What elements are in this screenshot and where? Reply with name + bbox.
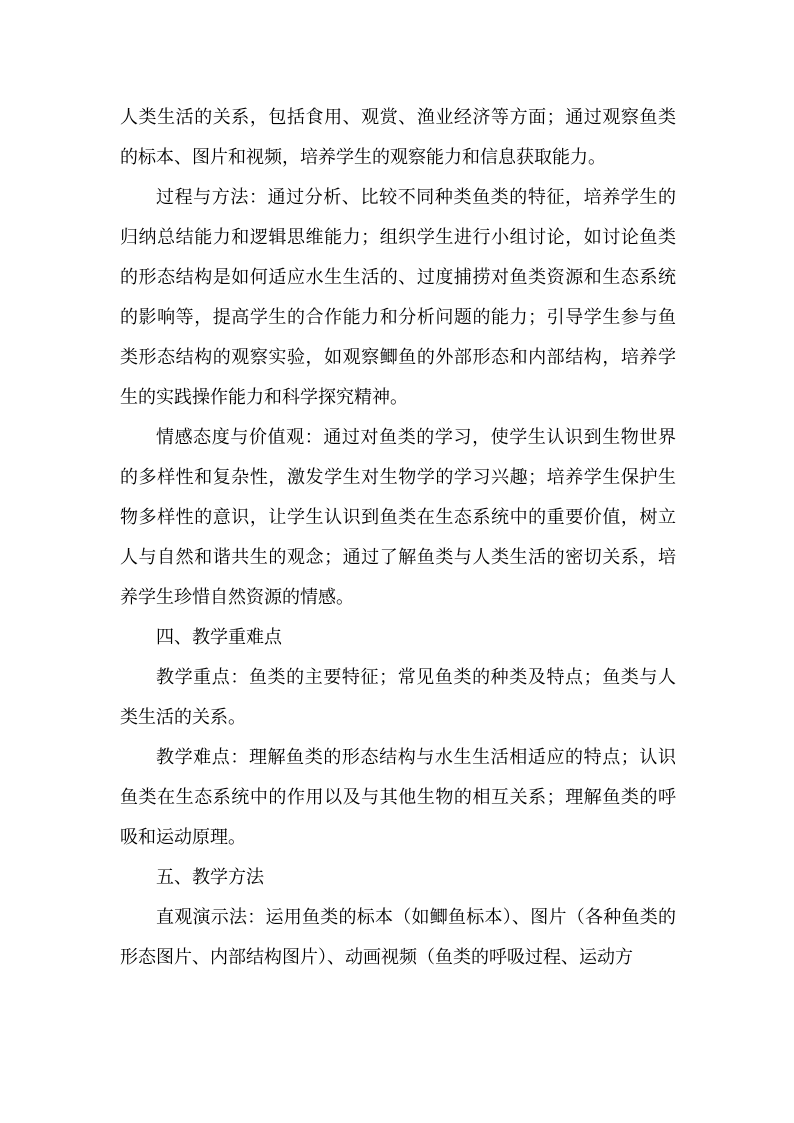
paragraph-emotion-attitude-values: 情感态度与价值观：通过对鱼类的学习，使学生认识到生物世界的多样性和复杂性，激发学生对生物学的学习兴趣；培养学生保护生物多样性的意识，让学生认识到鱼类在生态系统中的重要价值，树立人与自然和谐共生的观念；通过了解鱼类与人类生活的密切关系，培养学生珍惜自然资源的情感。 bbox=[120, 427, 676, 608]
section-heading-key-difficult-points: 四、教学重难点 bbox=[156, 627, 282, 648]
paragraph-teaching-key-points: 教学重点：鱼类的主要特征；常见鱼类的种类及特点；鱼类与人类生活的关系。 bbox=[120, 667, 676, 728]
paragraph-demonstration-method: 直观演示法：运用鱼类的标本（如鲫鱼标本）、图片（各种鱼类的形态图片、内部结构图片）、动画视频（鱼类的呼吸过程、运动方 bbox=[120, 907, 676, 968]
section-heading-teaching-methods: 五、教学方法 bbox=[156, 867, 264, 888]
paragraph-1: 人类生活的关系，包括食用、观赏、渔业经济等方面；通过观察鱼类的标本、图片和视频，培养学生的观察能力和信息获取能力。 bbox=[120, 107, 676, 168]
document-body bbox=[120, 98, 676, 978]
paragraph-process-and-method: 过程与方法：通过分析、比较不同种类鱼类的特征，培养学生的归纳总结能力和逻辑思维能力；组织学生进行小组讨论，如讨论鱼类的形态结构是如何适应水生生活的、过度捕捞对鱼类资源和生态系统的影响等，提高学生的合作能力和分析问题的能力；引导学生参与鱼类形态结构的观察实验，如观察鲫鱼的外部形态和内部结构，培养学生的实践操作能力和科学探究精神。 bbox=[120, 187, 676, 408]
paragraph-teaching-difficulties: 教学难点：理解鱼类的形态结构与水生生活相适应的特点；认识鱼类在生态系统中的作用以及与其他生物的相互关系；理解鱼类的呼吸和运动原理。 bbox=[120, 747, 676, 848]
